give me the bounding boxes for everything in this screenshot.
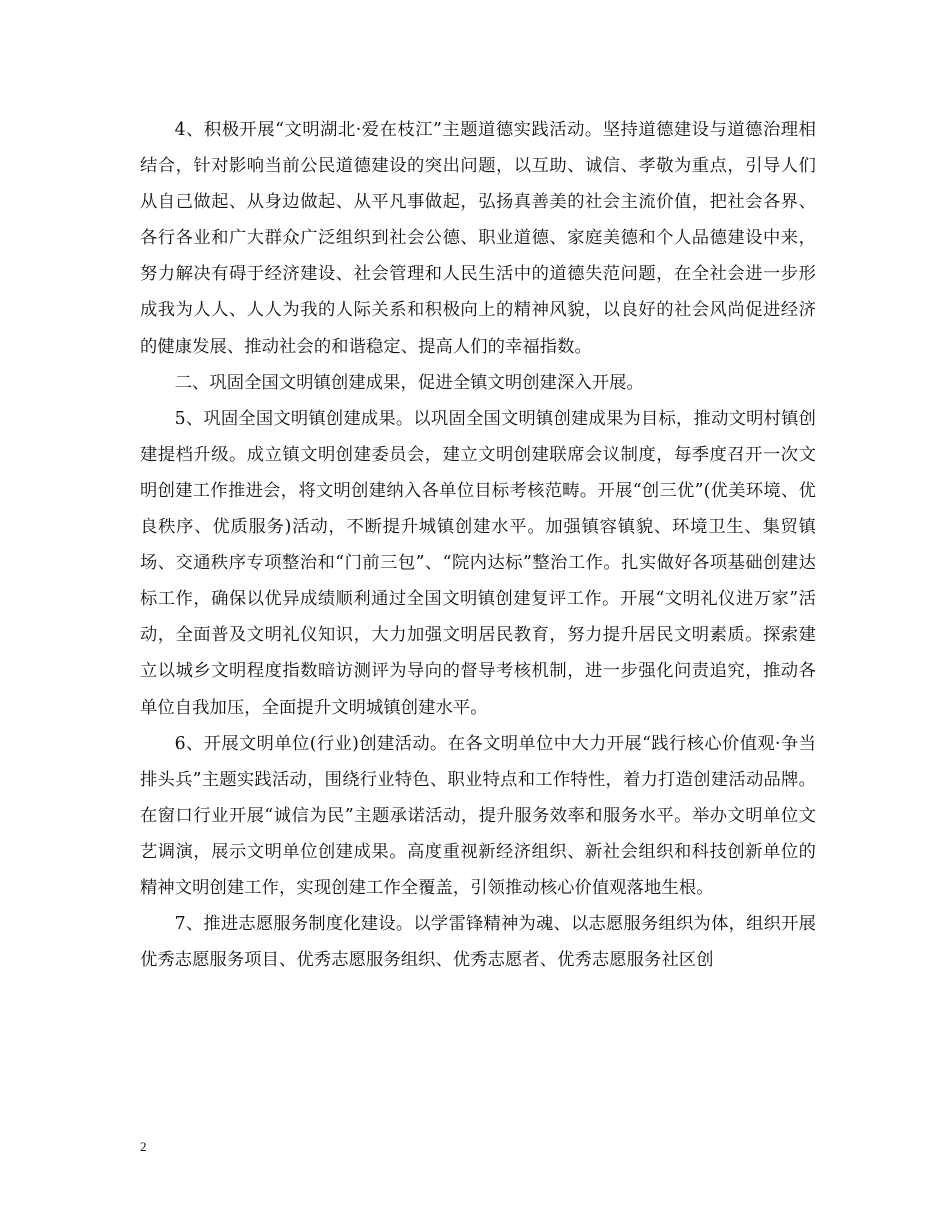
paragraph-7-volunteer-service: 7、推进志愿服务制度化建设。以学雷锋精神为魂、以志愿服务组织为体，组织开展优秀志愿服务项目、优秀志愿服务组织、优秀志愿者、优秀志愿服务社区创: [140, 914, 816, 971]
paragraph-5-civilized-town: 5、巩固全国文明镇创建成果。以巩固全国文明镇创建成果为目标，推动文明村镇创建提档升级。成立镇文明创建委员会，建立文明创建联席会议制度，每季度召开一次文明创建工作推进会，将文明创建纳入各单位目标考核范畴。开展“创三优”(优美环境、优良秩序、优质服务)活动，不断提升城镇创建水平。加强镇容镇貌、环境卫生、集贸镇场、交通秩序专项整治和“门前三包”、“院内达标”整治工作。扎实做好各项基础创建达标工作，确保以优异成绩顺利通过全国文明镇创建复评工作。开展“文明礼仪进万家”活动，全面普及文明礼仪知识，大力加强文明居民教育，努力提升居民文明素质。探索建立以城乡文明程度指数暗访测评为导向的督导考核机制，进一步强化问责追究，推动各单位自我加压，全面提升文明城镇创建水平。: [140, 408, 816, 718]
page-number: 2: [140, 1139, 147, 1154]
paragraph-6-civilized-unit: 6、开展文明单位(行业)创建活动。在各文明单位中大力开展“践行核心价值观·争当排头兵”主题实践活动，围绕行业特色、职业特点和工作特性，着力打造创建活动品牌。在窗口行业开展“诚信为民”主题承诺活动，提升服务效率和服务水平。举办文明单位文艺调演，展示文明单位创建成果。高度重视新经济组织、新社会组织和科技创新单位的精神文明创建工作，实现创建工作全覆盖，引领推动核心价值观落地生根。: [140, 733, 816, 898]
section-heading-two: 二、巩固全国文明镇创建成果，促进全镇文明创建深入开展。: [174, 372, 644, 393]
document-body: [140, 112, 816, 978]
paragraph-4-moral-practice: 4、积极开展“文明湖北·爱在枝江”主题道德实践活动。坚持道德建设与道德治理相结合，针对影响当前公民道德建设的突出问题，以互助、诚信、孝敬为重点，引导人们从自己做起、从身边做起、从平凡事做起，弘扬真善美的社会主流价值，把社会各界、各行各业和广大群众广泛组织到社会公德、职业道德、家庭美德和个人品德建设中来，努力解决有碍于经济建设、社会管理和人民生活中的道德失范问题，在全社会进一步形成我为人人、人人为我的人际关系和积极向上的精神风貌，以良好的社会风尚促进经济的健康发展、推动社会的和谐稳定、提高人们的幸福指数。: [140, 120, 816, 357]
